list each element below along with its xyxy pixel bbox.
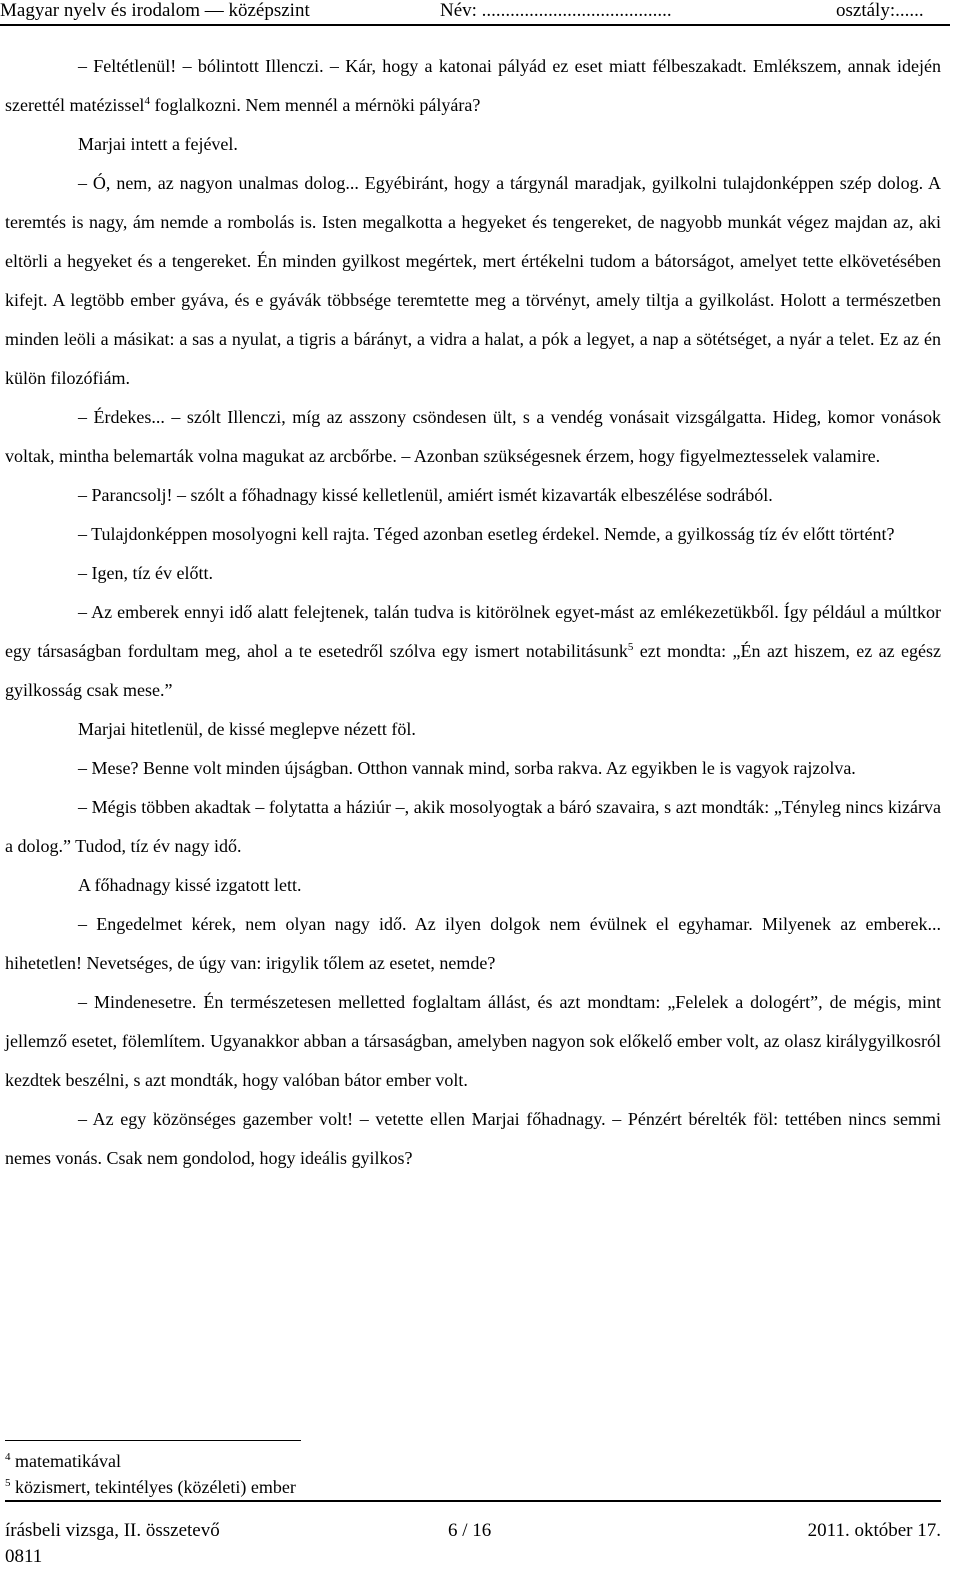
header-divider [0,24,950,26]
footer-page-number: 6 / 16 [448,1520,492,1541]
footnote: $^4$ matematikával [5,1451,121,1471]
footnote-ref: 5 [627,641,634,653]
paragraph: – Tulajdonképpen mosolyogni kell rajta. Téged azonban esetleg érdekel. Nemde, a gyilkosság tíz év előtt történt? [78,524,895,544]
paragraph: – Az egy közönséges gazember volt! – vetette ellen Marjai főhadnagy. – Pénzért bérelték föl: tettében nincs semmi nemes vonás. Csak nem gondolod, hogy ideális gyilkos? [5,1109,941,1168]
header-class-label: osztály:...... [836,0,924,21]
footer-date: 2011. október 17. [807,1520,941,1541]
footer-code: 0811 [5,1546,43,1567]
paragraph: – Parancsolj! – szólt a főhadnagy kissé kelletlenül, amiért ismét kizavarták elbeszélése sodrából. [78,485,773,505]
footer-divider [5,1500,941,1502]
paragraph: – Érdekes... – szólt Illenczi, míg az asszony csöndesen ült, s a vendég vonásait vizsgálgatta. Hideg, komor vonások voltak, mintha belemarták volna magukat az arcbőrbe. – Azonban szükségesnek érzem, hogy figyelmeztesselek valamire. [5,407,941,466]
literary-text [5,47,941,1178]
paragraph: – Mégis többen akadtak – folytatta a háziúr –, akik mosolyogtak a báró szavaira, s azt mondták: „Tényleg nincs kizárva a dolog.” Tudod, tíz év nagy idő. [5,797,941,856]
header-name-label: Név: ........................................ [440,0,672,21]
paragraph: – Mindenesetre. Én természetesen melletted foglaltam állást, és azt mondtam: „Felelek a dologért”, de mégis, mint jellemző esetet, fölemlítem. Ugyanakkor abban a társaságban, amelyben nagyon sok előkelő ember volt, az olasz királygyilkosról kezdtek beszélni, s azt mondták, hogy valóban bátor ember volt. [5,992,941,1090]
paragraph: – Az emberek ennyi idő alatt felejtenek, talán tudva is kitörölnek egyet-mást az emlékezetükből. Így például a múltkor egy társaságban fordultam meg, ahol a te esetedről szólva egy ismert notabilitásunk$^5$ ezt mondta: „Én azt hiszem, ez az egész gyilkosság csak mese.” [5,602,941,700]
paragraph: – Mese? Benne volt minden újságban. Otthon vannak mind, sorba rakva. Az egyikben le is vagyok rajzolva. [78,758,856,778]
footnote: $^5$ közismert, tekintélyes (közéleti) ember [5,1477,296,1497]
page-footer [5,1520,941,1548]
paragraph: A főhadnagy kissé izgatott lett. [78,875,302,895]
paragraph: – Feltétlenül! – bólintott Illenczi. – Kár, hogy a katonai pályád ez eset miatt félbeszakadt. Emlékszem, annak idején szerettél matézissel$^4$ foglalkozni. Nem mennél a mérnöki pályára? [5,56,941,115]
paragraph: Marjai intett a fejével. [78,134,238,154]
paragraph: Marjai hitetlenül, de kissé meglepve nézett föl. [78,719,416,739]
footnotes [5,1448,296,1500]
paragraph: – Engedelmet kérek, nem olyan nagy idő. Az ilyen dolgok nem évülnek el egyhamar. Milyenek az emberek... hihetetlen! Nevetséges, de úgy van: irigylik tőlem az esetet, nemde? [5,914,941,973]
header-subject: Magyar nyelv és irodalom — középszint [0,0,310,21]
page-header [0,0,960,24]
footnote-ref: 4 [144,95,150,107]
paragraph: – Ó, nem, az nagyon unalmas dolog... Egyébiránt, hogy a tárgynál maradjak, gyilkolni tulajdonképpen szép dolog. A teremtés is nagy, ám nemde a rombolás is. Isten megalkotta a hegyeket és tengereket, de nagyobb munkát végez majdan az, aki eltörli a hegyeket és a tengereket. Én minden gyilkost megértek, mert értékelni tudom a bátorságot, amelyet tette elkövetésében kifejt. A legtöbb ember gyáva, és e gyávák többsége teremtette meg a törvényt, amely tiltja a gyilkolást. Holott a természetben minden leöli a másikat: a sas a nyulat, a tigris a bárányt, a vidra a halat, a pók a legyet, a nap a sötétséget, a nyár a telet. Ez az én külön filozófiám. [5,173,941,388]
footnote-divider [5,1440,301,1441]
paragraph: – Igen, tíz év előtt. [78,563,213,583]
footer-exam: írásbeli vizsga, II. összetevő [5,1520,220,1541]
